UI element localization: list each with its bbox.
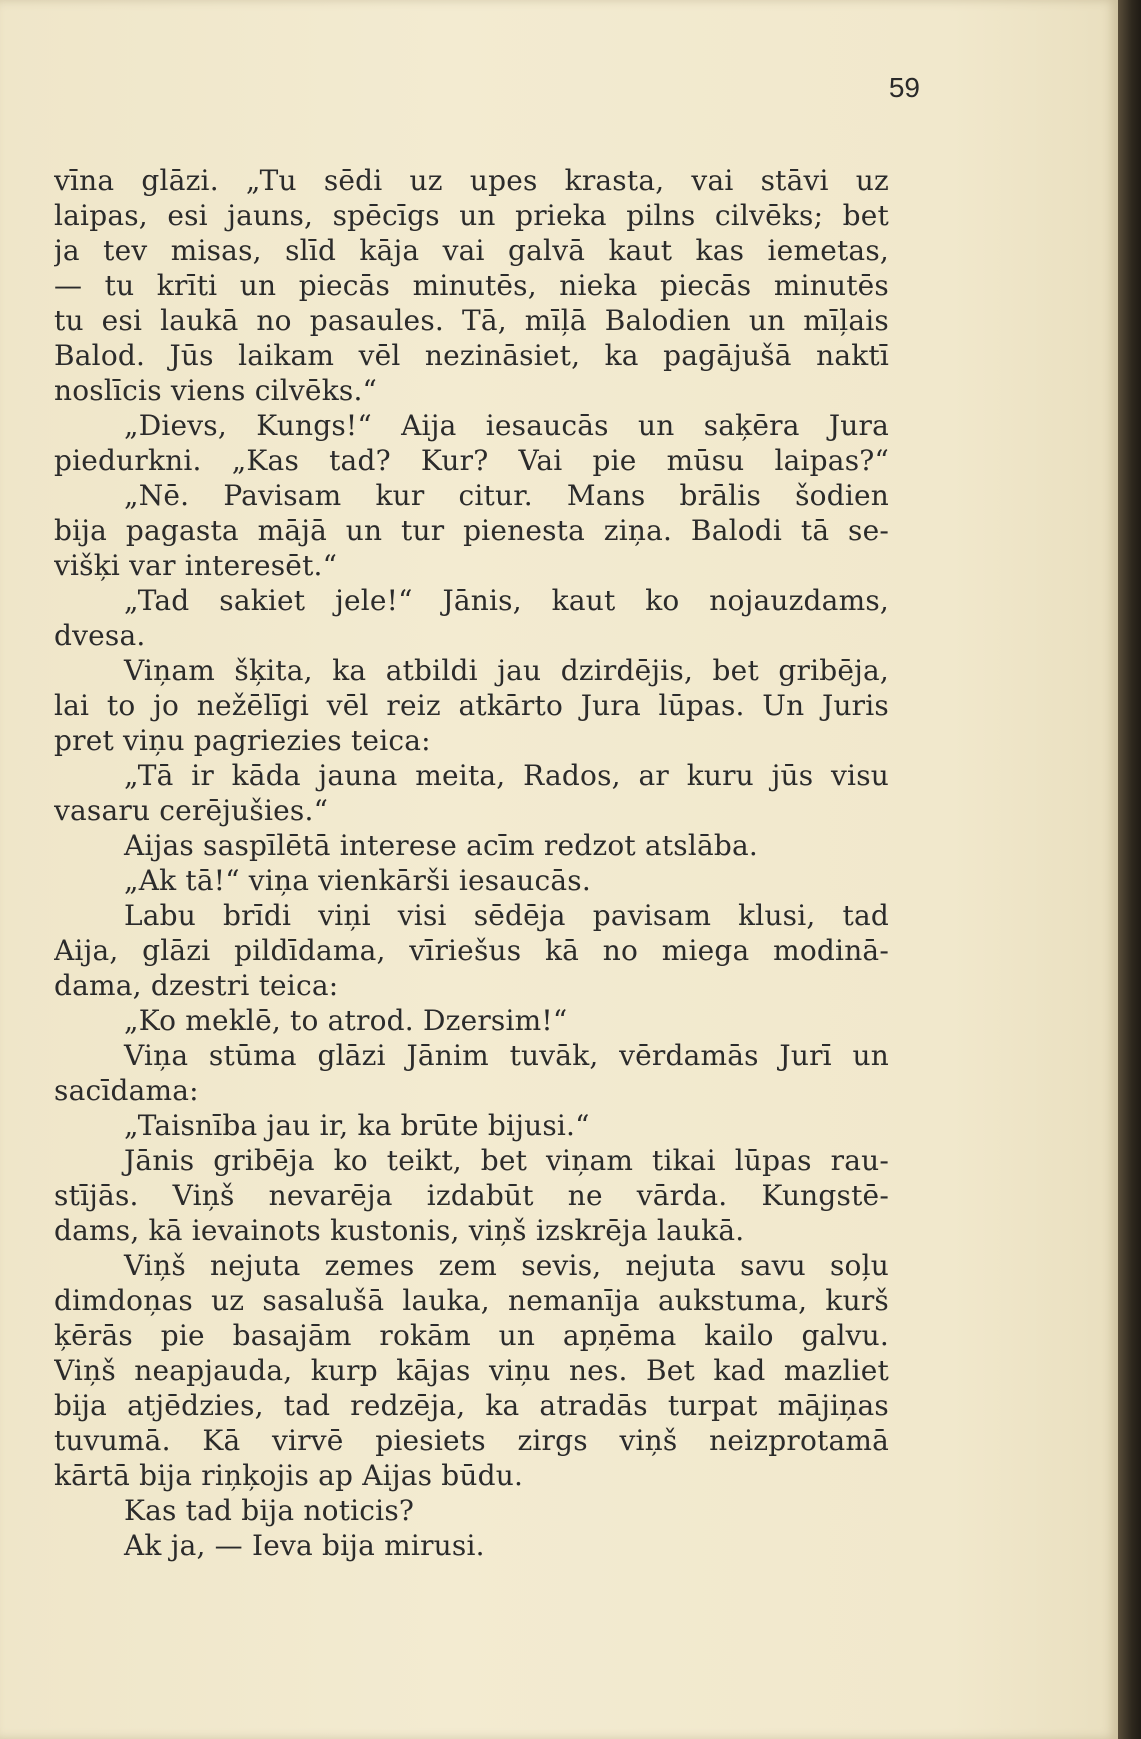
text-line: vīna glāzi. „Tu sēdi uz upes krasta, vai stāvi uz bbox=[54, 164, 889, 197]
text-line: „Tā ir kāda jauna meita, Rados, ar kuru jūs visu bbox=[124, 759, 889, 792]
text-line: bija pagasta mājā un tur pienesta ziņa. Balodi tā se- bbox=[54, 514, 889, 547]
text-line: tu esi laukā no pasaules. Tā, mīļā Balodien un mīļais bbox=[54, 304, 889, 337]
text-line: stījās. Viņš nevarēja izdabūt ne vārda. Kungstē- bbox=[54, 1179, 889, 1212]
text-line: „Dievs, Kungs!“ Aija iesaucās un saķēra Jura bbox=[124, 409, 889, 442]
text-line: Viņam šķita, ka atbildi jau dzirdējis, bet gribēja, bbox=[124, 654, 889, 687]
text-line: „Ko meklē, to atrod. Dzersim!“ bbox=[124, 1004, 568, 1037]
text-line: „Nē. Pavisam kur citur. Mans brālis šodien bbox=[124, 479, 889, 512]
page-body-text bbox=[54, 163, 889, 1563]
text-line: dams, kā ievainots kustonis, viņš izskrēja laukā. bbox=[54, 1214, 745, 1247]
text-line: noslīcis viens cilvēks.“ bbox=[54, 374, 378, 407]
text-line: Viņa stūma glāzi Jānim tuvāk, vērdamās Jurī un bbox=[124, 1039, 889, 1072]
text-line: Viņš neapjauda, kurp kājas viņu nes. Bet kad mazliet bbox=[54, 1354, 889, 1387]
text-line: ja tev misas, slīd kāja vai galvā kaut kas iemetas, bbox=[54, 234, 889, 267]
text-line: „Ak tā!“ viņa vienkārši iesaucās. bbox=[124, 864, 591, 897]
text-line: Kas tad bija noticis? bbox=[124, 1494, 415, 1527]
text-line: Ak ja, — Ieva bija mirusi. bbox=[124, 1529, 485, 1562]
text-line: bija atjēdzies, tad redzēja, ka atradās turpat mājiņas bbox=[54, 1389, 889, 1422]
text-line: tuvumā. Kā virvē piesiets zirgs viņš neizprotamā bbox=[54, 1424, 889, 1457]
book-spine-shadow bbox=[1118, 0, 1141, 1739]
text-line: ķērās pie basajām rokām un apņēma kailo galvu. bbox=[54, 1319, 889, 1352]
text-line: dama, dzestri teica: bbox=[54, 969, 339, 1002]
text-line: Jānis gribēja ko teikt, bet viņam tikai lūpas rau- bbox=[124, 1144, 889, 1177]
text-line: Labu brīdi viņi visi sēdēja pavisam klusi, tad bbox=[124, 899, 889, 932]
text-line: lai to jo nežēlīgi vēl reiz atkārto Jura lūpas. Un Juris bbox=[54, 689, 889, 722]
text-line: vasaru cerējušies.“ bbox=[54, 794, 329, 827]
page-number: 59 bbox=[888, 72, 920, 103]
text-line: — tu krīti un piecās minutēs, nieka piecās minutēs bbox=[54, 269, 889, 302]
text-line: dimdoņas uz sasalušā lauka, nemanīja aukstuma, kurš bbox=[54, 1284, 889, 1317]
text-line: kārtā bija riņķojis ap Aijas būdu. bbox=[54, 1459, 524, 1492]
text-line: Aijas saspīlētā interese acīm redzot atslāba. bbox=[124, 829, 759, 862]
text-line: „Taisnība jau ir, ka brūte bijusi.“ bbox=[124, 1109, 590, 1142]
text-line: sacīdama: bbox=[54, 1074, 199, 1107]
text-line: laipas, esi jauns, spēcīgs un prieka pilns cilvēks; bet bbox=[54, 199, 889, 232]
text-line: Viņš nejuta zemes zem sevis, nejuta savu soļu bbox=[124, 1249, 889, 1282]
text-line: Balod. Jūs laikam vēl nezināsiet, ka pagājušā naktī bbox=[54, 339, 889, 372]
text-line: višķi var interesēt.“ bbox=[54, 549, 338, 582]
text-line: pret viņu pagriezies teica: bbox=[54, 724, 431, 757]
text-line: „Tad sakiet jele!“ Jānis, kaut ko nojauzdams, bbox=[124, 584, 889, 617]
text-line: Aija, glāzi pildīdama, vīriešus kā no miega modinā- bbox=[54, 934, 889, 967]
text-line: piedurkni. „Kas tad? Kur? Vai pie mūsu laipas?“ bbox=[54, 444, 889, 477]
text-line: dvesa. bbox=[54, 619, 146, 652]
